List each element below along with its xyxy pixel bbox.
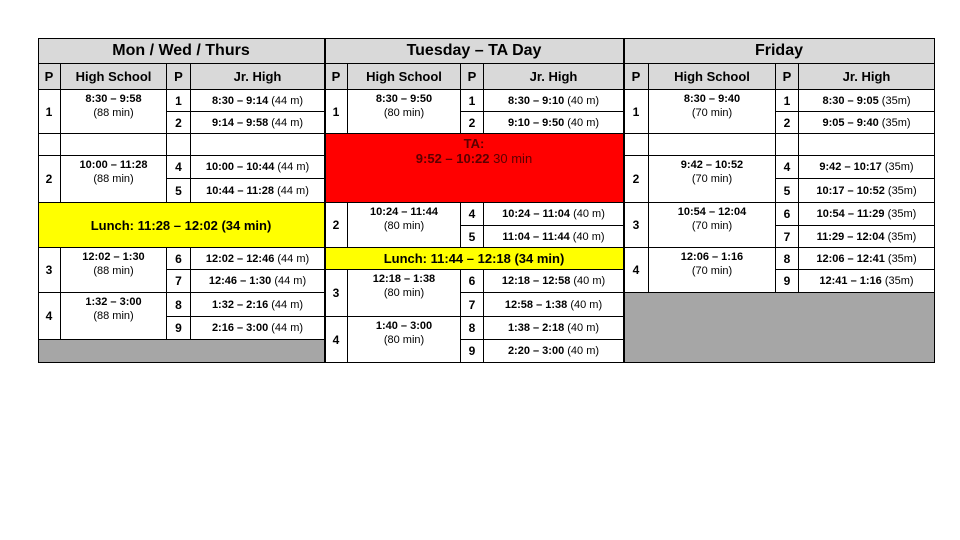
period-time: 1:32 – 3:00 <box>85 296 142 308</box>
jh-period-line <box>822 95 910 107</box>
jh-period-number <box>776 248 799 270</box>
period-number: 2 <box>45 172 53 186</box>
period-time: 9:42 – 10:52 <box>680 159 744 171</box>
header-label: P <box>44 69 54 84</box>
jh-period-line <box>819 275 913 287</box>
period-number: 8 <box>175 297 182 312</box>
header-label: P <box>782 69 792 84</box>
jh-period-number <box>776 226 799 248</box>
period-number: 9 <box>783 274 791 288</box>
period-minutes: (35m) <box>887 208 917 220</box>
jh-period-cell <box>799 226 935 248</box>
day-label: Tuesday – TA Day <box>406 41 542 59</box>
jh-period-cell <box>484 293 624 317</box>
period-minutes: (35m) <box>881 116 911 129</box>
period-minutes: (70 min) <box>691 265 733 277</box>
jh-period-line <box>508 95 599 107</box>
header-label: Jr. High <box>842 69 891 84</box>
col-header-period <box>461 64 484 90</box>
jh-period-line <box>816 185 916 197</box>
col-header-jr-high <box>191 64 325 90</box>
period-time: 10:54 – 11:29 <box>816 208 885 220</box>
hs-period-number <box>624 203 649 248</box>
period-number: 2 <box>332 218 340 232</box>
period-number: 4 <box>632 263 640 277</box>
jh-period-cell <box>191 156 325 179</box>
hs-period-cell <box>649 156 776 203</box>
jh-period-cell <box>191 270 325 293</box>
jh-period-number <box>776 270 799 293</box>
period-number: 2 <box>632 172 640 186</box>
period-time: 8:30 – 9:40 <box>683 93 741 105</box>
period-number: 3 <box>45 263 53 277</box>
ta-label: TA: <box>463 136 485 151</box>
jh-period-line <box>212 322 303 334</box>
jh-period-number <box>776 112 799 134</box>
jh-period-number <box>776 179 799 203</box>
period-time: 8:30 – 9:58 <box>85 93 142 105</box>
jh-period-number <box>167 248 191 270</box>
jh-period-cell <box>191 179 325 203</box>
period-minutes: (40 m) <box>573 208 605 220</box>
hs-period-number <box>624 248 649 293</box>
period-minutes: (88 min) <box>93 107 134 119</box>
lunch-label: Lunch: 11:28 – 12:02 (34 min) <box>90 217 272 233</box>
period-minutes: (40 m) <box>573 275 606 287</box>
period-number: 6 <box>783 207 791 221</box>
period-time: 10:44 – 11:28 <box>206 184 275 197</box>
day-heading-fri <box>624 38 935 64</box>
jh-period-cell <box>799 270 935 293</box>
jh-period-line <box>816 253 916 265</box>
period-minutes: (35m) <box>884 275 914 287</box>
period-time: 12:41 – 1:16 <box>819 275 882 287</box>
blank-cell <box>167 134 191 156</box>
period-number: 2 <box>175 115 182 130</box>
period-minutes: (44 m) <box>271 116 304 129</box>
jh-period-cell <box>191 90 325 112</box>
ta-time-line <box>416 151 532 166</box>
period-number: 4 <box>468 207 476 221</box>
period-time: 10:17 – 10:52 <box>816 184 885 197</box>
header-label: P <box>331 69 341 84</box>
header-label: High School <box>366 69 442 84</box>
hs-period-number <box>624 156 649 203</box>
period-minutes: (44 m) <box>277 184 309 197</box>
jh-period-line <box>206 253 309 265</box>
period-number: 3 <box>632 218 640 232</box>
period-time: 9:10 – 9:50 <box>507 116 565 129</box>
period-minutes: (44 m) <box>271 94 304 107</box>
hs-period-cell <box>61 248 167 293</box>
header-label: P <box>174 69 183 84</box>
period-minutes: (35m) <box>887 252 917 265</box>
blank-cell <box>38 134 61 156</box>
period-time: 12:06 – 12:41 <box>816 252 885 265</box>
lunch-label: Lunch: 11:44 – 12:18 (34 min) <box>383 251 565 266</box>
jh-period-number <box>461 317 484 340</box>
period-number: 9 <box>175 321 182 335</box>
period-number: 8 <box>468 321 476 335</box>
jh-period-line <box>819 161 913 173</box>
period-minutes: (80 min) <box>383 287 425 299</box>
lunch-banner <box>38 203 325 248</box>
period-minutes: (44 m) <box>274 275 307 287</box>
filler-block <box>38 340 325 363</box>
jh-period-cell <box>484 90 624 112</box>
period-number: 7 <box>783 229 791 244</box>
period-number: 4 <box>783 160 791 174</box>
period-time: 11:29 – 12:04 <box>816 230 885 243</box>
period-minutes: (35m) <box>884 161 914 173</box>
period-time: 12:18 – 12:58 <box>501 275 571 287</box>
jh-period-number <box>461 340 484 363</box>
jh-period-line <box>508 322 599 334</box>
jh-period-number <box>461 90 484 112</box>
header-label: P <box>631 69 641 84</box>
jh-period-number <box>776 90 799 112</box>
hs-period-number <box>38 248 61 293</box>
header-label: Jr. High <box>233 69 282 84</box>
period-time: 10:00 – 11:28 <box>79 159 148 171</box>
period-number: 2 <box>468 115 476 130</box>
period-time: 10:24 – 11:04 <box>502 208 571 220</box>
jh-period-cell <box>799 90 935 112</box>
jh-period-cell <box>799 112 935 134</box>
period-number: 5 <box>468 229 476 244</box>
period-minutes: (35m) <box>887 184 917 197</box>
period-time: 10:00 – 10:44 <box>205 161 275 173</box>
jh-period-number <box>461 112 484 134</box>
period-minutes: (80 min) <box>383 220 425 232</box>
hs-period-cell <box>61 90 167 134</box>
period-minutes: (44 m) <box>271 298 304 311</box>
hs-period-number <box>38 293 61 340</box>
period-minutes: (40 m) <box>570 298 603 311</box>
jh-period-line <box>212 117 303 129</box>
period-minutes: (35m) <box>887 230 917 243</box>
hs-period-number <box>325 90 348 134</box>
day-divider <box>623 38 625 363</box>
hs-period-number <box>624 90 649 134</box>
period-minutes: (70 min) <box>691 107 733 119</box>
period-minutes: (88 min) <box>93 173 134 185</box>
hs-period-number <box>325 317 348 363</box>
col-header-jr-high <box>484 64 624 90</box>
jh-period-cell <box>799 248 935 270</box>
period-minutes: (40 m) <box>567 322 600 334</box>
jh-period-number <box>461 293 484 317</box>
jh-period-number <box>167 179 191 203</box>
hs-period-cell <box>348 270 461 317</box>
jh-period-line <box>212 299 303 311</box>
period-time: 8:30 – 9:50 <box>375 93 433 105</box>
period-time: 1:40 – 3:00 <box>375 320 433 332</box>
jh-period-number <box>776 203 799 226</box>
jh-period-number <box>776 156 799 179</box>
header-label: Jr. High <box>529 69 578 84</box>
blank-cell <box>799 134 935 156</box>
period-number: 1 <box>332 104 340 119</box>
jh-period-cell <box>484 317 624 340</box>
jh-period-number <box>461 203 484 226</box>
jh-period-cell <box>191 293 325 317</box>
jh-period-cell <box>191 317 325 340</box>
jh-period-line <box>822 117 910 129</box>
period-time: 2:20 – 3:00 <box>507 345 565 357</box>
period-number: 1 <box>468 93 476 108</box>
period-minutes: (40 m) <box>567 94 600 107</box>
header-label: High School <box>75 69 152 84</box>
period-time: 12:58 – 1:38 <box>504 298 568 311</box>
blank-cell <box>61 134 167 156</box>
blank-cell <box>191 134 325 156</box>
jh-period-cell <box>484 270 624 293</box>
period-number: 4 <box>332 332 340 347</box>
period-number: 7 <box>175 274 182 288</box>
period-time: 9:05 – 9:40 <box>822 116 879 129</box>
period-number: 6 <box>175 251 182 266</box>
period-number: 1 <box>175 93 182 108</box>
jh-period-line <box>212 95 303 107</box>
period-time: 11:04 – 11:44 <box>502 230 570 243</box>
period-minutes: (70 min) <box>691 220 733 232</box>
hs-period-cell <box>649 248 776 293</box>
hs-period-number <box>325 270 348 317</box>
period-time: 2:16 – 3:00 <box>211 322 269 334</box>
blank-cell <box>624 134 649 156</box>
jh-period-number <box>167 270 191 293</box>
day-label: Mon / Wed / Thurs <box>112 41 250 59</box>
jh-period-line <box>817 231 917 243</box>
jh-period-number <box>167 156 191 179</box>
jh-period-cell <box>799 203 935 226</box>
period-number: 8 <box>783 251 791 266</box>
jh-period-line <box>508 345 599 357</box>
period-time: 8:30 – 9:05 <box>822 94 879 107</box>
period-minutes: (40 m) <box>567 345 600 357</box>
col-header-period <box>167 64 191 90</box>
period-time: 10:54 – 12:04 <box>677 206 747 218</box>
blank-cell <box>776 134 799 156</box>
period-minutes: (70 min) <box>691 173 733 185</box>
jh-period-line <box>502 231 604 243</box>
jh-period-cell <box>484 112 624 134</box>
period-minutes: (44 m) <box>277 252 310 265</box>
jh-period-number <box>167 112 191 134</box>
jh-period-line <box>817 208 917 220</box>
period-time: 12:18 – 1:38 <box>372 273 436 285</box>
period-time: 1:38 – 2:18 <box>507 322 565 334</box>
period-time: 8:30 – 9:10 <box>507 94 565 107</box>
col-header-jr-high <box>799 64 935 90</box>
col-header-period <box>776 64 799 90</box>
hs-period-cell <box>348 203 461 248</box>
ta-time: 9:52 – 10:22 <box>415 151 490 166</box>
blank-cell <box>649 134 776 156</box>
period-number: 5 <box>783 183 791 198</box>
period-number: 1 <box>783 93 791 108</box>
period-time: 1:32 – 2:16 <box>211 298 269 311</box>
period-time: 8:30 – 9:14 <box>211 94 269 107</box>
day-heading-tue <box>325 38 624 64</box>
filler-block <box>624 293 935 363</box>
period-number: 1 <box>632 104 640 119</box>
period-number: 9 <box>468 344 476 358</box>
col-header-period <box>624 64 649 90</box>
period-minutes: (80 min) <box>383 107 425 119</box>
col-header-high-school <box>649 64 776 90</box>
jh-period-cell <box>191 248 325 270</box>
period-time: 12:06 – 1:16 <box>680 251 744 263</box>
jh-period-number <box>167 293 191 317</box>
jh-period-line <box>209 275 306 287</box>
ta-minutes: 30 min <box>493 151 533 166</box>
period-number: 7 <box>468 297 476 312</box>
jh-period-line <box>502 275 605 287</box>
period-time: 12:46 – 1:30 <box>208 275 272 287</box>
day-label: Friday <box>754 41 803 59</box>
period-number: 1 <box>45 104 53 119</box>
jh-period-line <box>206 185 309 197</box>
jh-period-cell <box>799 179 935 203</box>
hs-period-number <box>38 156 61 203</box>
period-number: 4 <box>45 309 53 323</box>
period-number: 6 <box>468 274 476 288</box>
period-time: 12:02 – 1:30 <box>82 251 145 263</box>
period-time: 12:02 – 12:46 <box>205 252 275 265</box>
jh-period-number <box>461 226 484 248</box>
col-header-period <box>325 64 348 90</box>
bell-schedule-table <box>38 38 935 363</box>
jh-period-cell <box>484 203 624 226</box>
hs-period-number <box>325 203 348 248</box>
header-label: P <box>467 69 477 84</box>
jh-period-cell <box>799 156 935 179</box>
day-divider <box>324 38 326 363</box>
hs-period-cell <box>61 156 167 203</box>
hs-period-cell <box>649 203 776 248</box>
hs-period-cell <box>649 90 776 134</box>
jh-period-line <box>502 208 605 220</box>
period-minutes: (80 min) <box>383 334 425 346</box>
jh-period-number <box>461 270 484 293</box>
jh-period-line <box>505 299 602 311</box>
hs-period-number <box>38 90 61 134</box>
jh-period-line <box>206 161 309 173</box>
lunch-banner <box>325 248 624 270</box>
period-number: 2 <box>783 115 791 130</box>
jh-period-number <box>167 90 191 112</box>
period-number: 4 <box>175 160 182 174</box>
period-minutes: (44 m) <box>271 322 304 334</box>
period-minutes: (40 m) <box>572 230 605 243</box>
period-minutes: (35m) <box>881 94 911 107</box>
jh-period-line <box>508 117 599 129</box>
col-header-high-school <box>348 64 461 90</box>
ta-block <box>325 134 624 203</box>
jh-period-cell <box>191 112 325 134</box>
period-time: 9:14 – 9:58 <box>211 116 269 129</box>
period-time: 10:24 – 11:44 <box>370 206 438 218</box>
day-heading-mwt <box>38 38 325 64</box>
period-number: 3 <box>332 286 340 300</box>
period-time: 9:42 – 10:17 <box>819 161 882 173</box>
period-minutes: (88 min) <box>93 265 134 277</box>
hs-period-cell <box>348 90 461 134</box>
col-header-high-school <box>61 64 167 90</box>
hs-period-cell <box>61 293 167 340</box>
jh-period-number <box>167 317 191 340</box>
period-minutes: (88 min) <box>93 310 134 322</box>
period-minutes: (40 m) <box>567 116 600 129</box>
period-minutes: (44 m) <box>277 161 310 173</box>
jh-period-cell <box>484 226 624 248</box>
period-number: 5 <box>175 183 182 198</box>
header-label: High School <box>674 69 750 84</box>
hs-period-cell <box>348 317 461 363</box>
jh-period-cell <box>484 340 624 363</box>
col-header-period <box>38 64 61 90</box>
